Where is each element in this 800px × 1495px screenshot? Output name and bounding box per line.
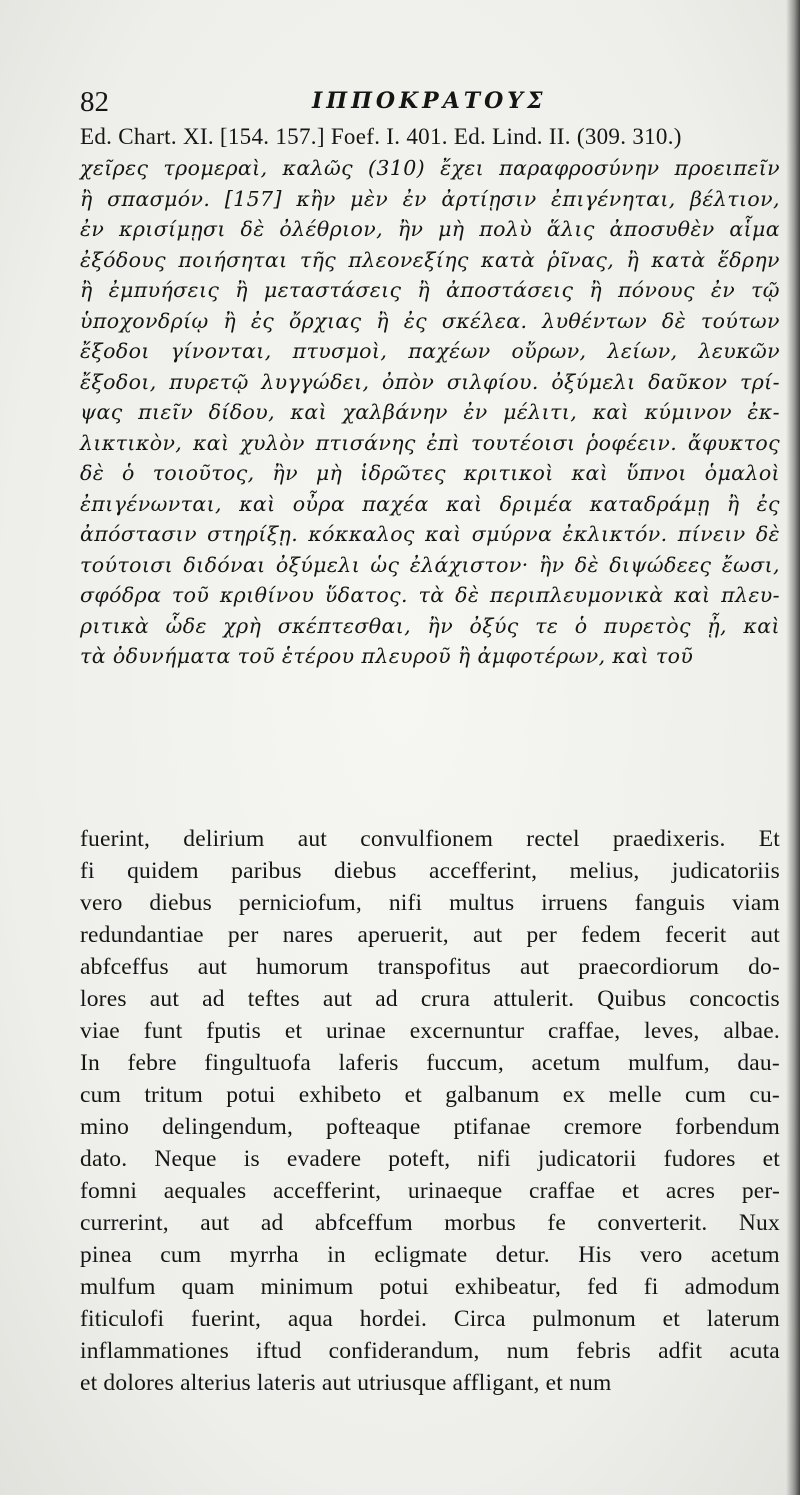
latin-text-line: mulfum quam minimum potui exhibeatur, fed fi admodum [80,1274,780,1300]
greek-text-line: σφόδρα τοῦ κριθίνου ὕδατος. τὰ δὲ περιπλευμονικὰ καὶ πλευ- [80,583,780,607]
latin-text-line: fi quidem paribus diebus accefferint, melius, judicatoriis [80,858,780,884]
latin-text-line: vero diebus perniciofum, nifi multus irruens fanguis viam [80,890,780,916]
latin-text-line: et dolores alterius lateris aut utriusque affligant, et num [80,1370,612,1396]
greek-text-line: λικτικὸν, καὶ χυλὸν πτισάνης ἐπὶ τουτέοισι ῥοφέειν. ἄφυκτος [80,430,780,455]
greek-text-line: ἔξοδοι, πυρετῷ λυγγώδει, ὀπὸν σιλφίου. ὀξύμελι δαῦκον τρί- [80,369,780,394]
latin-text-line: In febre fingultuofa laferis fuccum, acetum mulfum, dau- [80,1050,780,1076]
latin-text-line: pinea cum myrrha in ecligmate detur. His vero acetum [80,1242,780,1268]
greek-text-line: ἀπόστασιν στηρίξῃ. κόκκαλος καὶ σμύρνα ἐκλικτόν. πίνειν δὲ [80,522,780,546]
page-number: 82 [80,86,109,118]
latin-text-line: redundantiae per nares aperuerit, aut per fedem fecerit aut [80,922,780,948]
greek-text-line: ἐξόδους ποιήσηται τῆς πλεονεξίης κατὰ ῥῖνας, ἢ κατὰ ἕδρην [80,247,780,272]
greek-text-line: τούτοισι διδόναι ὀξύμελι ὡς ἐλάχιστον· ἢν δὲ διψώδεες ἔωσι, [80,552,780,577]
latin-text-line: fuerint, delirium aut convulfionem rectel praedixeris. Et [80,826,780,852]
latin-text-line: mino delingendum, pofteaque ptifanae cremore forbendum [80,1114,780,1140]
greek-text-line: ἐπιγένωνται, καὶ οὖρα παχέα καὶ δριμέα καταδράμῃ ἢ ἐς [80,491,780,516]
latin-text-line: cum tritum potui exhibeto et galbanum ex melle cum cu- [80,1082,780,1108]
greek-text-line: ἐν κρισίμῃσι δὲ ὀλέθριον, ἢν μὴ πολὺ ἅλις ἀποσυθὲν αἷμα [80,217,780,241]
latin-text-line: fiticulofi fuerint, aqua hordei. Circa pulmonum et laterum [80,1306,780,1332]
latin-text-line: currerint, aut ad abfceffum morbus fe converterit. Nux [80,1210,780,1236]
latin-text-block [80,823,780,1399]
latin-text-line: fomni aequales accefferint, urinaeque craffae et acres per- [80,1178,780,1204]
latin-text-line: lores aut ad teftes aut ad crura attulerit. Quibus concoctis [80,986,780,1012]
running-title: ΙΠΠΟΚΡΑΤΟΥΣ [312,88,547,114]
greek-text-line: ὑποχονδρίῳ ἢ ἐς ὄρχιας ἢ ἐς σκέλεα. λυθέντων δὲ τούτων [80,308,780,333]
greek-text-line: ψας πιεῖν δίδου, καὶ χαλβάνην ἐν μέλιτι, καὶ κύμινον ἐκ- [80,400,780,424]
latin-text-line: abfceffus aut humorum transpofitus aut praecordiorum do- [80,954,780,980]
greek-text-line: χεῖρες τρομεραὶ, καλῶς (310) ἔχει παραφροσύνην προειπεῖν [80,156,780,180]
greek-text-line: ριτικὰ ὧδε χρὴ σκέπτεσθαι, ἢν ὀξύς τε ὁ πυρετὸς ᾖ, καὶ [80,613,780,638]
latin-text-line: viae funt fputis et urinae excernuntur craffae, leves, albae. [80,1018,780,1044]
edition-reference: Ed. Chart. XI. [154. 157.] Foef. I. 401. Ed. Lind. II. (309. 310.) [80,124,682,149]
greek-text-line: τὰ ὀδυνήματα τοῦ ἑτέρου πλευροῦ ἢ ἀμφοτέρων, καὶ τοῦ [80,644,694,668]
greek-text-line: ἔξοδοι γίνονται, πτυσμοὶ, παχέων οὔρων, λείων, λευκῶν [80,339,780,363]
greek-text-line: ἢ ἐμπυήσεις ἢ μεταστάσεις ἢ ἀποστάσεις ἢ πόνους ἐν τῷ [80,278,780,302]
greek-text-block [80,153,780,672]
greek-text-line: ἢ σπασμόν. [157] κἢν μὲν ἐν ἀρτίῃσιν ἐπιγένηται, βέλτιον, [80,186,780,211]
latin-text-line: inflammationes iftud confiderandum, num febris adfit acuta [80,1338,780,1364]
page-edge-shadow [786,0,800,1495]
page-header [80,86,770,126]
latin-text-line: dato. Neque is evadere poteft, nifi judicatorii fudores et [80,1146,780,1172]
greek-text-line: δὲ ὁ τοιοῦτος, ἢν μὴ ἱδρῶτες κριτικοὶ καὶ ὕπνοι ὁμαλοὶ [80,461,780,485]
